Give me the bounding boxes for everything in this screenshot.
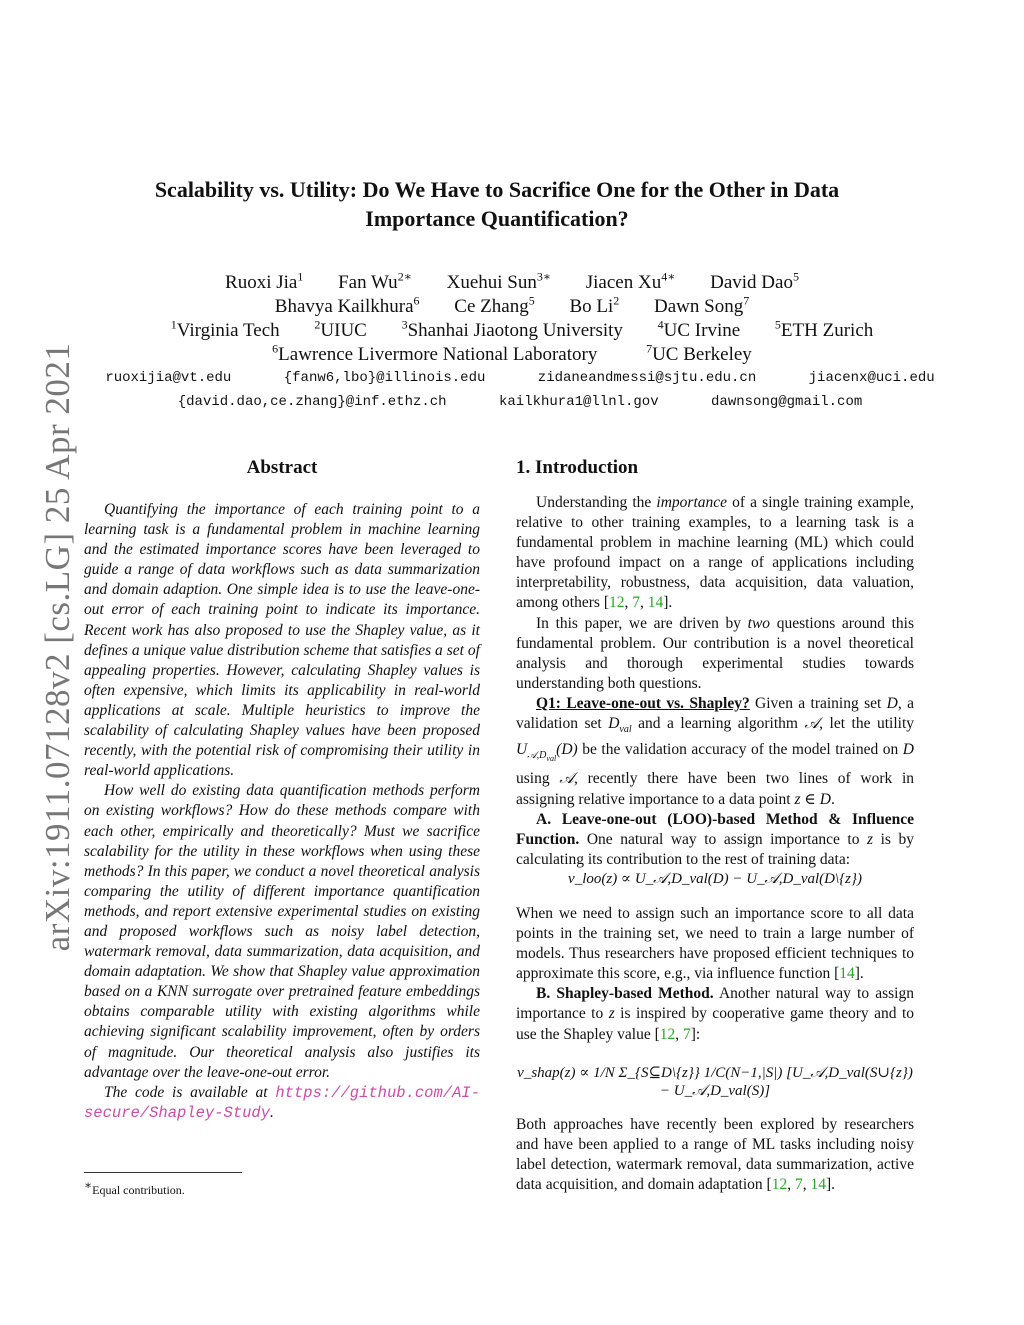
author: Bhavya Kailkhura$^6$	[274, 294, 420, 318]
email: {fanw6,lbo}@illinois.edu	[283, 370, 486, 386]
equation-shapley: ν_shap(z) ∝ 1/N Σ_{S⊆D\{z}} 1/C(N−1,|S|) [U_𝒜,D_val(S∪{z}) − U_𝒜,D_val(S)]	[517, 1065, 913, 1099]
citation[interactable]: 12	[608, 594, 625, 612]
title-line-1: Scalability vs. Utility: Do We Have to Sacrifice One for the Other in Data	[154, 177, 840, 202]
intro-paragraph-1: Understanding the importance of a single training example, relative to other training examples, to a learning task is a fundamental problem in machine learning (ML) which could have profound impact on a range of applications including interpretability, robustness, data acquisition, data valuation, among others [12, 7, 14].	[516, 494, 914, 612]
affiliation: $^3$Shanhai Jiaotong University	[401, 318, 623, 342]
citation[interactable]: 14	[647, 594, 664, 612]
method-b-paragraph: B. Shapley-based Method. Another natural way to assign importance to z is inspired by cooperative game theory and to use the Shapley value [12, 7]:	[516, 985, 915, 1043]
email: zidaneandmessi@sjtu.edu.cn	[537, 370, 757, 386]
citation[interactable]: 12	[771, 1176, 788, 1194]
affiliations-row-1	[110, 318, 934, 342]
author: Ruoxi Jia$^1$	[225, 270, 304, 294]
affiliation: $^1$Virginia Tech	[170, 318, 280, 342]
footnote: ∗Equal contribution.	[84, 1178, 185, 1197]
citation[interactable]: 7	[794, 1176, 803, 1194]
footnote-rule	[84, 1172, 242, 1173]
abstract-paragraph-2: How well do existing data quantification methods perform on existing workflows? How do these methods compare with each other, empirically and theoretically? Must we sacrifice scalability for the utility in these workflows when using these methods? In this paper, we conduct a novel theoretical analysis comparing the utility of different importance quantification methods, and report extensive experimental studies on existing and proposed workflows such as noisy label detection, watermark removal, data summarization, data acquisition, and domain adaptation. We show that Shapley value approximation based on a KNN surrogate over pretrained feature embeddings obtains comparable utility with existing algorithms while achieving significant scalability improvement, often by orders of magnitude. Our theoretical analysis also justifies its advantage over the leave-one-out error.	[84, 782, 480, 1081]
intro-body	[516, 493, 914, 870]
affiliation: $^5$ETH Zurich	[774, 318, 874, 342]
affiliation: $^6$Lawrence Livermore National Laboratory	[272, 342, 598, 366]
email: jiacenx@uci.edu	[808, 370, 935, 386]
paper-title	[100, 175, 894, 233]
email: {david.dao,ce.zhang}@inf.ethz.ch	[177, 394, 447, 410]
arxiv-identifier: arXiv:1911.07128v2 [cs.LG] 25 Apr 2021	[38, 342, 77, 952]
intro-body-2	[516, 904, 914, 1045]
author: Fan $Wu^{2∗}$	[338, 270, 412, 294]
citation[interactable]: 12	[659, 1025, 676, 1043]
authors-row-2	[100, 294, 924, 318]
arxiv-sidebar	[0, 0, 80, 1325]
citation[interactable]: 7	[683, 1025, 691, 1043]
affiliation: $^4$UC Irvine	[657, 318, 741, 342]
intro-paragraph-4: Both approaches have recently been explored by researchers and have been applied to a range of ML tasks including noisy label detection, watermark removal, data summarization, active data acquisition, and domain adaptation [12, 7, 14].	[516, 1116, 914, 1194]
email: kailkhura1@llnl.gov	[498, 394, 659, 410]
abstract-body	[84, 500, 480, 1123]
equation-loo: v_loo(z) ∝ U_𝒜,D_val(D) − U_𝒜,D_val(D\{z})	[568, 871, 862, 887]
author: Dawn Song$^7$	[654, 294, 750, 318]
title-line-2: Importance Quantification?	[365, 206, 629, 231]
citation[interactable]: 7	[632, 594, 640, 612]
author: David Dao$^5$	[710, 270, 799, 294]
intro-paragraph-2: In this paper, we are driven by two questions around this fundamental problem. Our contribution is a novel theoretical analysis and thorough experimental studies towards understanding both questions.	[516, 614, 914, 692]
citation[interactable]: 14	[839, 965, 855, 983]
intro-heading: 1. Introduction	[516, 457, 639, 478]
method-a-paragraph: A. Leave-one-out (LOO)-based Method & Influence Function. One natural way to assign importance to z is by calculating its contribution to the rest of training data:	[516, 810, 915, 868]
abstract-heading: Abstract	[246, 457, 318, 478]
abstract-paragraph-3: The code is available at https://github.com/AI-secure/Shapley-Study.	[84, 1083, 480, 1122]
email: dawnsong@gmail.com	[711, 394, 863, 410]
author: Xuehui Sun$^{3∗}$	[446, 270, 551, 294]
author: Bo Li$^2$	[569, 294, 620, 318]
authors-row-1	[100, 270, 924, 294]
code-link[interactable]: https://github.com/AI-secure/Shapley-Study	[84, 1083, 480, 1122]
intro-body-3	[516, 1115, 914, 1195]
emails-row-2	[80, 394, 960, 410]
citation[interactable]: 14	[810, 1176, 826, 1194]
email: ruoxijia@vt.edu	[105, 370, 232, 386]
author: Jiacen $Xu^{4∗}$	[585, 270, 676, 294]
author: Ce Zhang$^5$	[454, 294, 535, 318]
affiliations-row-2	[100, 342, 924, 366]
emails-row-1	[80, 370, 960, 386]
intro-paragraph-3: When we need to assign such an importance score to all data points in the training set, we need to train a large number of models. Thus researchers have proposed efficient techniques to approximate this score, e.g., via influence function [14].	[516, 905, 914, 983]
abstract-paragraph-1: Quantifying the importance of each training point to a learning task is a fundamental problem in machine learning and the estimated importance scores have been leveraged to guide a range of data workflows such as data summarization and domain adaption. One simple idea is to use the leave-one-out error of each training point to indicate its importance. Recent work has also proposed to use the Shapley value, as it defines a unique value distribution scheme that satisfies a set of appealing properties. However, calculating Shapley values is often expensive, which limits its applicability in real-world applications at scale. Multiple heuristics to improve the scalability of calculating Shapley values have been proposed recently, with the potential risk of compromising their utility in real-world applications.	[84, 501, 480, 780]
affiliation: $^2$UIUC	[314, 318, 367, 342]
affiliation: $^7$UC Berkeley	[646, 342, 752, 366]
q1-paragraph: Q1: Leave-one-out vs. Shapley? Given a training set D, a validation set $D_{val}$ and a learning algorithm 𝒜, let the utility $U_{𝒜,D_{val}}(D)$ be the validation accuracy of the model trained on D using 𝒜, recently there have been two lines of work in assigning relative importance to a data point z ∈ D.	[516, 694, 915, 808]
